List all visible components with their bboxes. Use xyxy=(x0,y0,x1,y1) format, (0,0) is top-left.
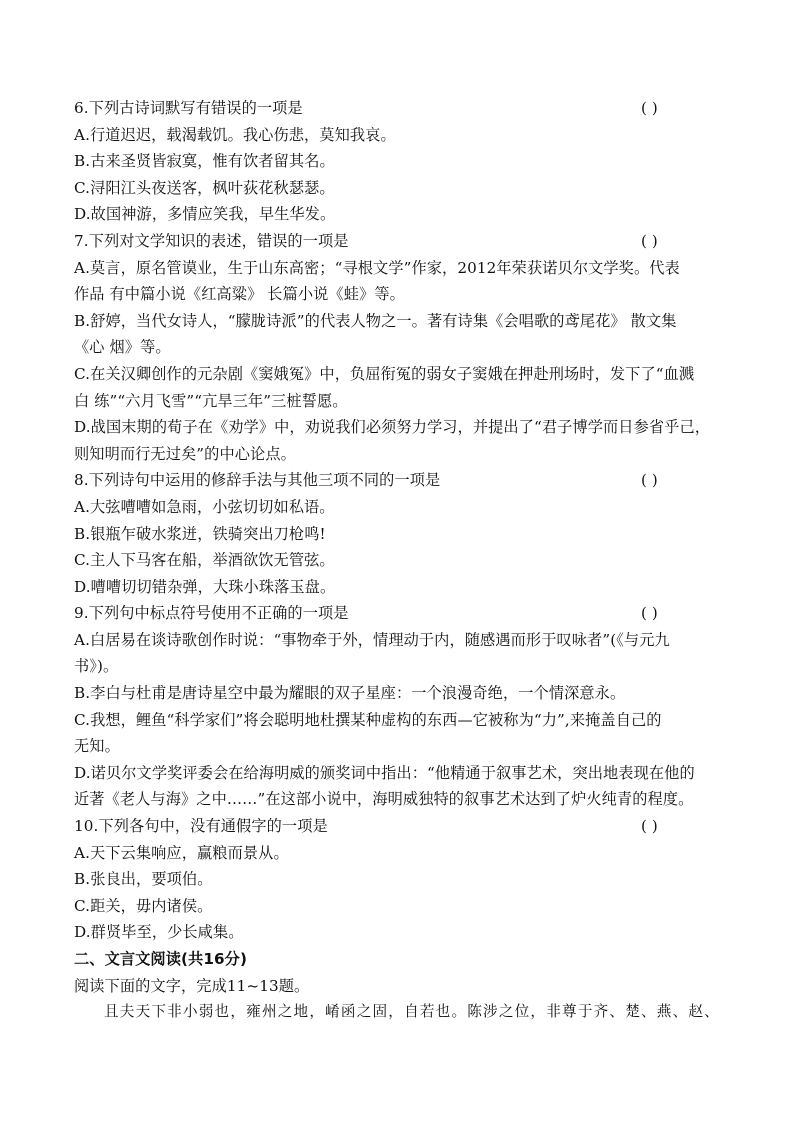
option-line: C.浔阳江头夜送客，枫叶荻花秋瑟瑟。 xyxy=(74,178,335,197)
option-line: A.行道迟迟，载渴载饥。我心伤悲，莫知我哀。 xyxy=(74,125,396,144)
option-line: C.在关汉卿创作的元杂剧《窦娥冤》中，负屈衔冤的弱女子窦娥在押赴刑场时，发下了“血溅 xyxy=(74,364,695,383)
option-line: A.大弦嘈嘈如急雨，小弦切切如私语。 xyxy=(74,497,335,516)
option-line: 书》)。 xyxy=(74,657,119,676)
question-8-text: 8.下列诗句中运用的修辞手法与其他三项不同的一项是 xyxy=(74,471,441,490)
question-7-stem xyxy=(74,228,734,255)
option-line: 近著《老人与海》之中……”在这部小说中，海明威独特的叙事艺术达到了炉火纯青的程度。 xyxy=(74,790,694,809)
option-line: B.古来圣贤皆寂寞，惟有饮者留其名。 xyxy=(74,152,335,171)
question-8-stem xyxy=(74,467,734,494)
answer-paren: ( ) xyxy=(641,231,658,250)
section-instruction: 阅读下面的文字，完成11~13题。 xyxy=(74,976,310,995)
question-9-text: 9.下列句中标点符号使用不正确的一项是 xyxy=(74,604,349,623)
option-line: C.我想，鲤鱼“科学家们”将会聪明地杜撰某种虚构的东西—它被称为“力”,来掩盖自己的 xyxy=(74,710,662,729)
question-9-stem xyxy=(74,600,734,627)
answer-paren: ( ) xyxy=(641,817,658,836)
answer-paren: ( ) xyxy=(641,471,658,490)
exam-page xyxy=(74,95,734,1026)
option-line: B.舒婷，当代女诗人，“朦胧诗派”的代表人物之一。著有诗集《会唱歌的鸢尾花》 散文集 xyxy=(74,311,677,330)
question-6-text: 6.下列古诗词默写有错误的一项是 xyxy=(74,99,303,117)
question-10-stem xyxy=(74,813,734,840)
option-line: A.白居易在谈诗歌创作时说：“事物牵于外，情理动于内，随感遇而形于叹咏者”(《与元九 xyxy=(74,630,670,649)
option-line: D.群贤毕至，少长咸集。 xyxy=(74,923,244,942)
option-line: C.主人下马客在船，举酒欲饮无管弦。 xyxy=(74,551,335,570)
question-7-text: 7.下列对文学知识的表述，错误的一项是 xyxy=(74,231,349,250)
option-line: A.天下云集响应，赢粮而景从。 xyxy=(74,843,289,862)
option-line: B.张良出，要项伯。 xyxy=(74,870,213,889)
option-line: 《心 烟》等。 xyxy=(74,338,171,357)
option-line: D.战国末期的荀子在《劝学》中，劝说我们必须努力学习，并提出了“君子博学而日参省乎己， xyxy=(74,418,711,437)
option-line: D.故国神游，多情应笑我，早生华发。 xyxy=(74,205,336,224)
option-line: 白 练”“六月飞雪”“亢旱三年”三桩誓愿。 xyxy=(74,391,348,410)
section-heading: 二、文言文阅读(共16分) xyxy=(74,950,248,968)
option-line: 则知明而行无过矣”的中心论点。 xyxy=(74,444,296,463)
option-line: D.诺贝尔文学奖评委会在给海明威的颁奖词中指出：“他精通于叙事艺术，突出地表现在他的 xyxy=(74,763,695,782)
answer-paren: ( ) xyxy=(641,99,658,117)
answer-paren: ( ) xyxy=(641,604,658,623)
classical-passage: 且夫天下非小弱也，雍州之地，崤函之固，自若也。陈涉之位，非尊于齐、楚、燕、赵、 xyxy=(104,1003,720,1021)
question-10-text: 10.下列各句中，没有通假字的一项是 xyxy=(74,817,328,836)
option-line: B.李白与杜甫是唐诗星空中最为耀眼的双子星座：一个浪漫奇绝，一个情深意永。 xyxy=(74,684,626,703)
option-line: 无知。 xyxy=(74,737,120,756)
option-line: C.距关，毋内诸侯。 xyxy=(74,896,213,915)
option-line: 作品 有中篇小说《红高粱》 长篇小说《蛙》等。 xyxy=(74,285,405,304)
option-line: B.银瓶乍破水浆迸，铁骑突出刀枪鸣! xyxy=(74,524,326,543)
option-line: A.莫言，原名管谟业，生于山东高密；“寻根文学”作家，2012年荣获诺贝尔文学奖。代表 xyxy=(74,258,680,277)
option-line: D.嘈嘈切切错杂弹，大珠小珠落玉盘。 xyxy=(74,577,336,596)
question-6-stem xyxy=(74,95,734,122)
